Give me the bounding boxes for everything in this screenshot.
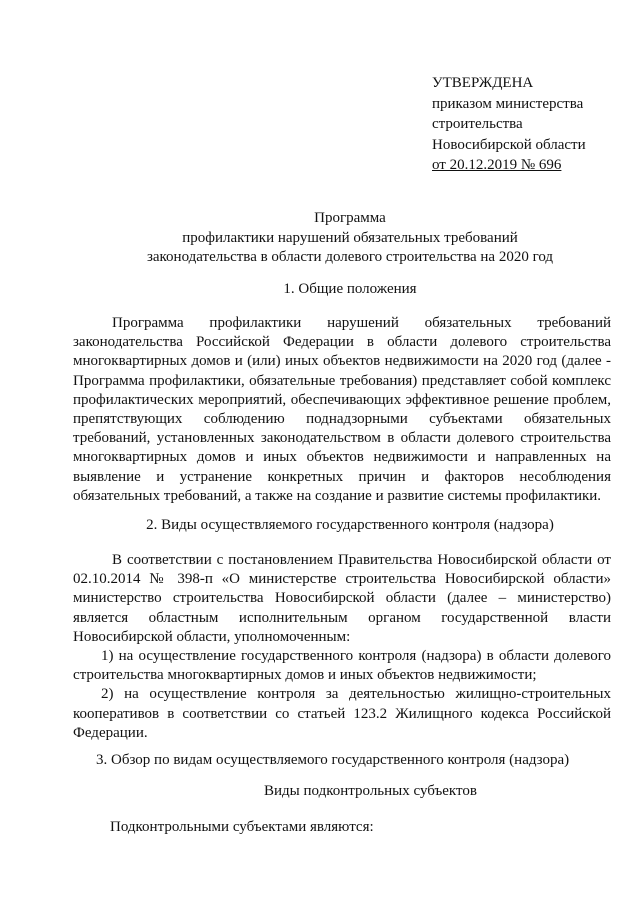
section-2-paragraph: В соответствии с постановлением Правительства Новосибирской области от 02.10.2014 № 398-п «О министерстве строительства Новосибирской области» министерство строительства Новосибирской области (далее – министерство) является областным исполнительным органом государственной власти Новосибирской области, уполномоченным: (73, 552, 611, 645)
section-2-heading: 2. Виды осуществляемого государственного контроля (надзора) (146, 517, 554, 533)
section-2-item-1: 1) на осуществление государственного контроля (надзора) в области долевого строительства многоквартирных домов и иных объектов недвижимости; (73, 648, 611, 684)
title-line-2: профилактики нарушений обязательных требований (182, 229, 518, 246)
approval-ministry: строительства (432, 116, 523, 132)
section-1-heading: 1. Общие положения (283, 281, 417, 297)
section-3-text: Подконтрольными субъектами являются: (110, 819, 374, 835)
section-2-item-2: 2) на осуществление контроля за деятельностью жилищно-строительных кооперативов в соответствии со статьей 123.2 Жилищного кодекса Российской Федерации. (73, 686, 611, 741)
section-1-paragraph: Программа профилактики нарушений обязательных требований законодательства Российской Федерации в области долевого строительства многоквартирных домов и (или) иных объектов недвижимости на 2020 год (далее - Программа профилактики, обязательные требования) представляет собой комплекс профилактических мероприятий, обеспечивающих эффективное решение проблем, препятствующих соблюдению поднадзорными субъектами обязательных требований, установленных законодательством в области долевого строительства многоквартирных домов и иных объектов недвижимости и направленных на выявление и устранение конкретных причин и факторов несоблюдения обязательных требований, а также на создание и развитие системы профилактики. (73, 315, 611, 504)
document-title (70, 209, 630, 268)
approval-stamp (432, 73, 586, 176)
section-2-body (73, 551, 611, 743)
approval-date-number: от 20.12.2019 № 696 (432, 157, 562, 173)
approval-order: приказом министерства (432, 95, 584, 112)
section-3-subheading: Виды подконтрольных субъектов (264, 783, 477, 799)
approval-region: Новосибирской области (432, 136, 586, 153)
title-line-1: Программа (314, 210, 386, 226)
title-line-3: законодательства в области долевого строительства на 2020 год (146, 249, 554, 265)
section-1-body (73, 314, 611, 506)
approval-status: УТВЕРЖДЕНА (432, 75, 534, 91)
section-3-heading: 3. Обзор по видам осуществляемого государственного контроля (надзора) (96, 752, 570, 768)
